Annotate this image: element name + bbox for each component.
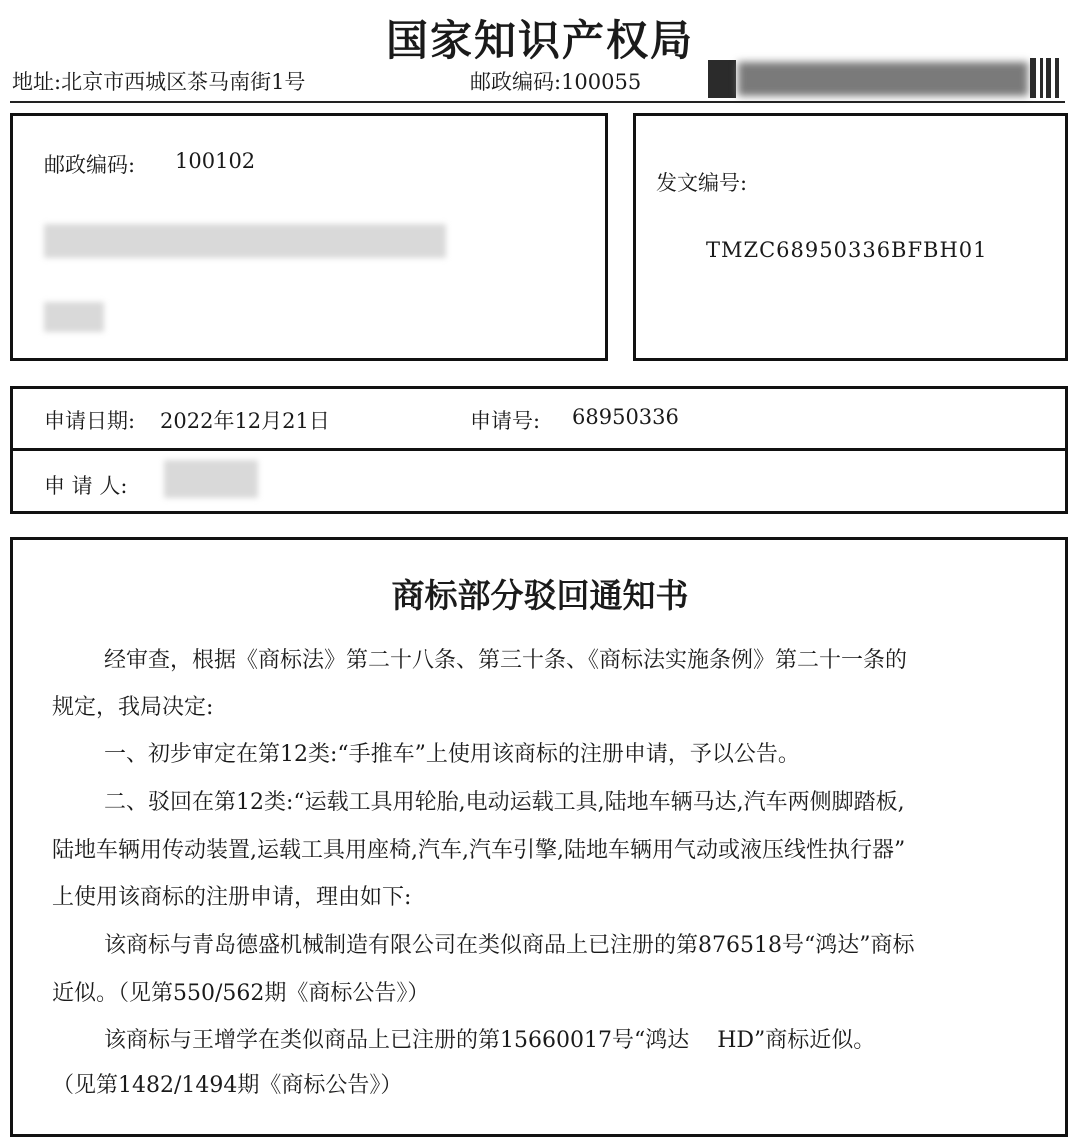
agency-address: 地址:北京市西城区茶马南街1号 <box>12 70 306 94</box>
application-number-value: 68950336 <box>572 405 679 429</box>
agency-title: 国家知识产权局 <box>385 16 694 65</box>
notice-paragraph-line: 陆地车辆用传动装置,运载工具用座椅,汽车,汽车引擎,陆地车辆用气动或液压线性执行器” <box>52 838 906 863</box>
notice-paragraph-line: 一、初步审定在第12类:“手推车”上使用该商标的注册申请，予以公告。 <box>104 742 800 767</box>
header-rule <box>10 101 1065 103</box>
notice-paragraph-line: 经审查，根据《商标法》第二十八条、第三十条、《商标法实施条例》第二十一条的 <box>104 648 908 673</box>
recipient-name-redacted <box>44 302 104 332</box>
notice-paragraph-line: 该商标与青岛德盛机械制造有限公司在类似商品上已注册的第876518号“鸿达”商标 <box>104 933 915 958</box>
recipient-address-redacted <box>44 224 446 258</box>
agency-postcode: 邮政编码:100055 <box>470 70 642 94</box>
notice-paragraph-line: 该商标与王增学在类似商品上已注册的第15660017号“鸿达 HD”商标近似。 <box>104 1028 876 1053</box>
dispatch-label: 发文编号: <box>656 171 748 195</box>
application-table-divider <box>10 448 1068 451</box>
notice-paragraph-line: （见第1482/1494期《商标公告》） <box>52 1073 403 1098</box>
application-date-value: 2022年12月21日 <box>160 409 330 433</box>
notice-paragraph-line: 规定，我局决定: <box>52 695 214 720</box>
notice-paragraph-line: 上使用该商标的注册申请，理由如下: <box>52 885 412 910</box>
recipient-postcode-label: 邮政编码: <box>44 153 136 177</box>
application-date-label: 申请日期: <box>44 409 136 433</box>
application-number-label: 申请号: <box>470 409 541 433</box>
dispatch-number: TMZC68950336BFBH01 <box>706 238 988 262</box>
notice-paragraph-line: 二、驳回在第12类:“运载工具用轮胎,电动运载工具,陆地车辆马达,汽车两侧脚踏板, <box>104 790 905 815</box>
dispatch-box <box>633 113 1068 361</box>
recipient-postcode-value: 100102 <box>175 149 256 173</box>
notice-title: 商标部分驳回通知书 <box>391 576 689 615</box>
applicant-label: 申 请 人: <box>44 474 128 498</box>
notice-paragraph-line: 近似。（见第550/562期《商标公告》） <box>52 981 430 1006</box>
barcode-blurred <box>708 58 1064 100</box>
applicant-name-redacted <box>164 460 258 498</box>
